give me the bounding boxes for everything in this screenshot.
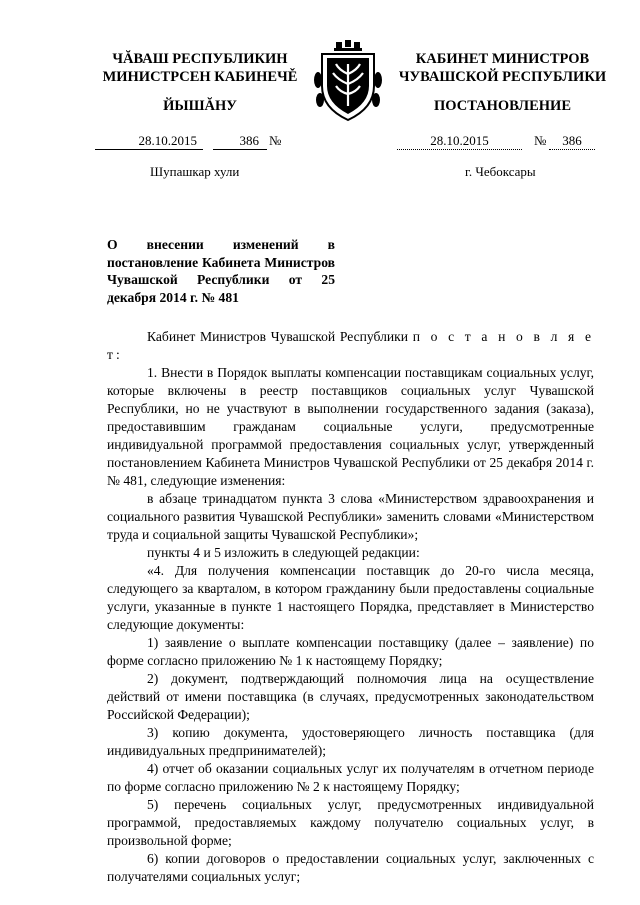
right-city: г. Чебоксары <box>465 164 536 179</box>
left-date: 28.10.2015 <box>95 133 203 150</box>
left-number-sign: № <box>269 133 282 148</box>
header-left-line2: МИНИСТРСЕН КАБИНЕЧĚ <box>102 69 298 85</box>
body-paragraph: 5) перечень социальных услуг, предусмотренных индивидуальной программой, предоставляемых каждому получателю социальных услуг, в произвольной форме; <box>107 797 594 848</box>
body-paragraph: 1. Внести в Порядок выплаты компенсации поставщикам социальных услуг, которые включены в реестр поставщиков социальных услуг Чувашской Республики, но не участвуют в выполнении государственного задания (заказа), предоставившим гражданам социальные услуги, предусмотренные индивидуальной программой предоставления социальных услуг, утвержденный постановлением Кабинета Министров Чувашской Республики от 25 декабря 2014 г. № 481, следующие изменения: <box>107 365 594 488</box>
body-paragraph: 1) заявление о выплате компенсации поставщику (далее – заявление) по форме согласно приложению № 1 к настоящему Порядку; <box>107 635 594 668</box>
header-right-line1: КАБИНЕТ МИНИСТРОВ <box>415 51 590 67</box>
header-right-line2: ЧУВАШСКОЙ РЕСПУБЛИКИ <box>398 69 607 85</box>
left-number: 386 <box>213 133 267 150</box>
body-paragraph: пункты 4 и 5 изложить в следующей редакции: <box>147 545 420 560</box>
document-body <box>107 328 594 886</box>
body-paragraph: 2) документ, подтверждающий полномочия лица на осуществление действий от имени поставщика (в случаях, предусмотренных законодательством Российской Федерации); <box>107 671 594 722</box>
intro-paragraph <box>107 328 594 364</box>
body-paragraph: 6) копии договоров о предоставлении социальных услуг, заключенных с получателями социальных услуг; <box>107 851 594 884</box>
document-subject: О внесении изменений в постановление Кабинета Министров Чувашской Республики от 25 декабря 2014 г. № 481 <box>107 237 335 305</box>
header-right-authority <box>390 50 615 86</box>
header-left-authority <box>95 50 305 86</box>
left-city: Шупашкар хули <box>150 164 240 179</box>
right-number: 386 <box>549 133 595 150</box>
left-date-number-line <box>95 133 310 149</box>
right-date: 28.10.2015 <box>397 133 522 150</box>
intro-verb: п о с т а н о в л я е т: <box>107 329 594 362</box>
right-number-sign: № <box>534 133 547 148</box>
body-paragraph: 4) отчет об оказании социальных услуг их получателям в отчетном периоде по форме согласно приложению № 2 к настоящему Порядку; <box>107 761 594 794</box>
header-right-doc-type: ПОСТАНОВЛЕНИЕ <box>433 98 571 114</box>
chuvash-emblem-icon <box>312 40 384 122</box>
header-left-doc-type: ЙЫШĂНУ <box>163 98 237 114</box>
header-left-line1: ЧĂВАШ РЕСПУБЛИКИН <box>112 51 288 67</box>
body-paragraph: «4. Для получения компенсации поставщик до 20-го числа месяца, следующего за кварталом, в котором гражданину были предоставлены социальные услуги, указанные в пункте 1 настоящего Порядка, представляет в Министерство следующие документы: <box>107 563 594 632</box>
intro-start: Кабинет Министров Чувашской Республики <box>147 329 409 344</box>
body-paragraph: 3) копию документа, удостоверяющего личность поставщика (для индивидуальных предпринимателей); <box>107 725 594 758</box>
body-paragraph: в абзаце тринадцатом пункта 3 слова «Министерством здравоохранения и социального развития Чувашской Республики» заменить словами «Министерством труда и социальной защиты Чувашской Республики»; <box>107 491 594 542</box>
right-date-number-line <box>397 133 597 149</box>
